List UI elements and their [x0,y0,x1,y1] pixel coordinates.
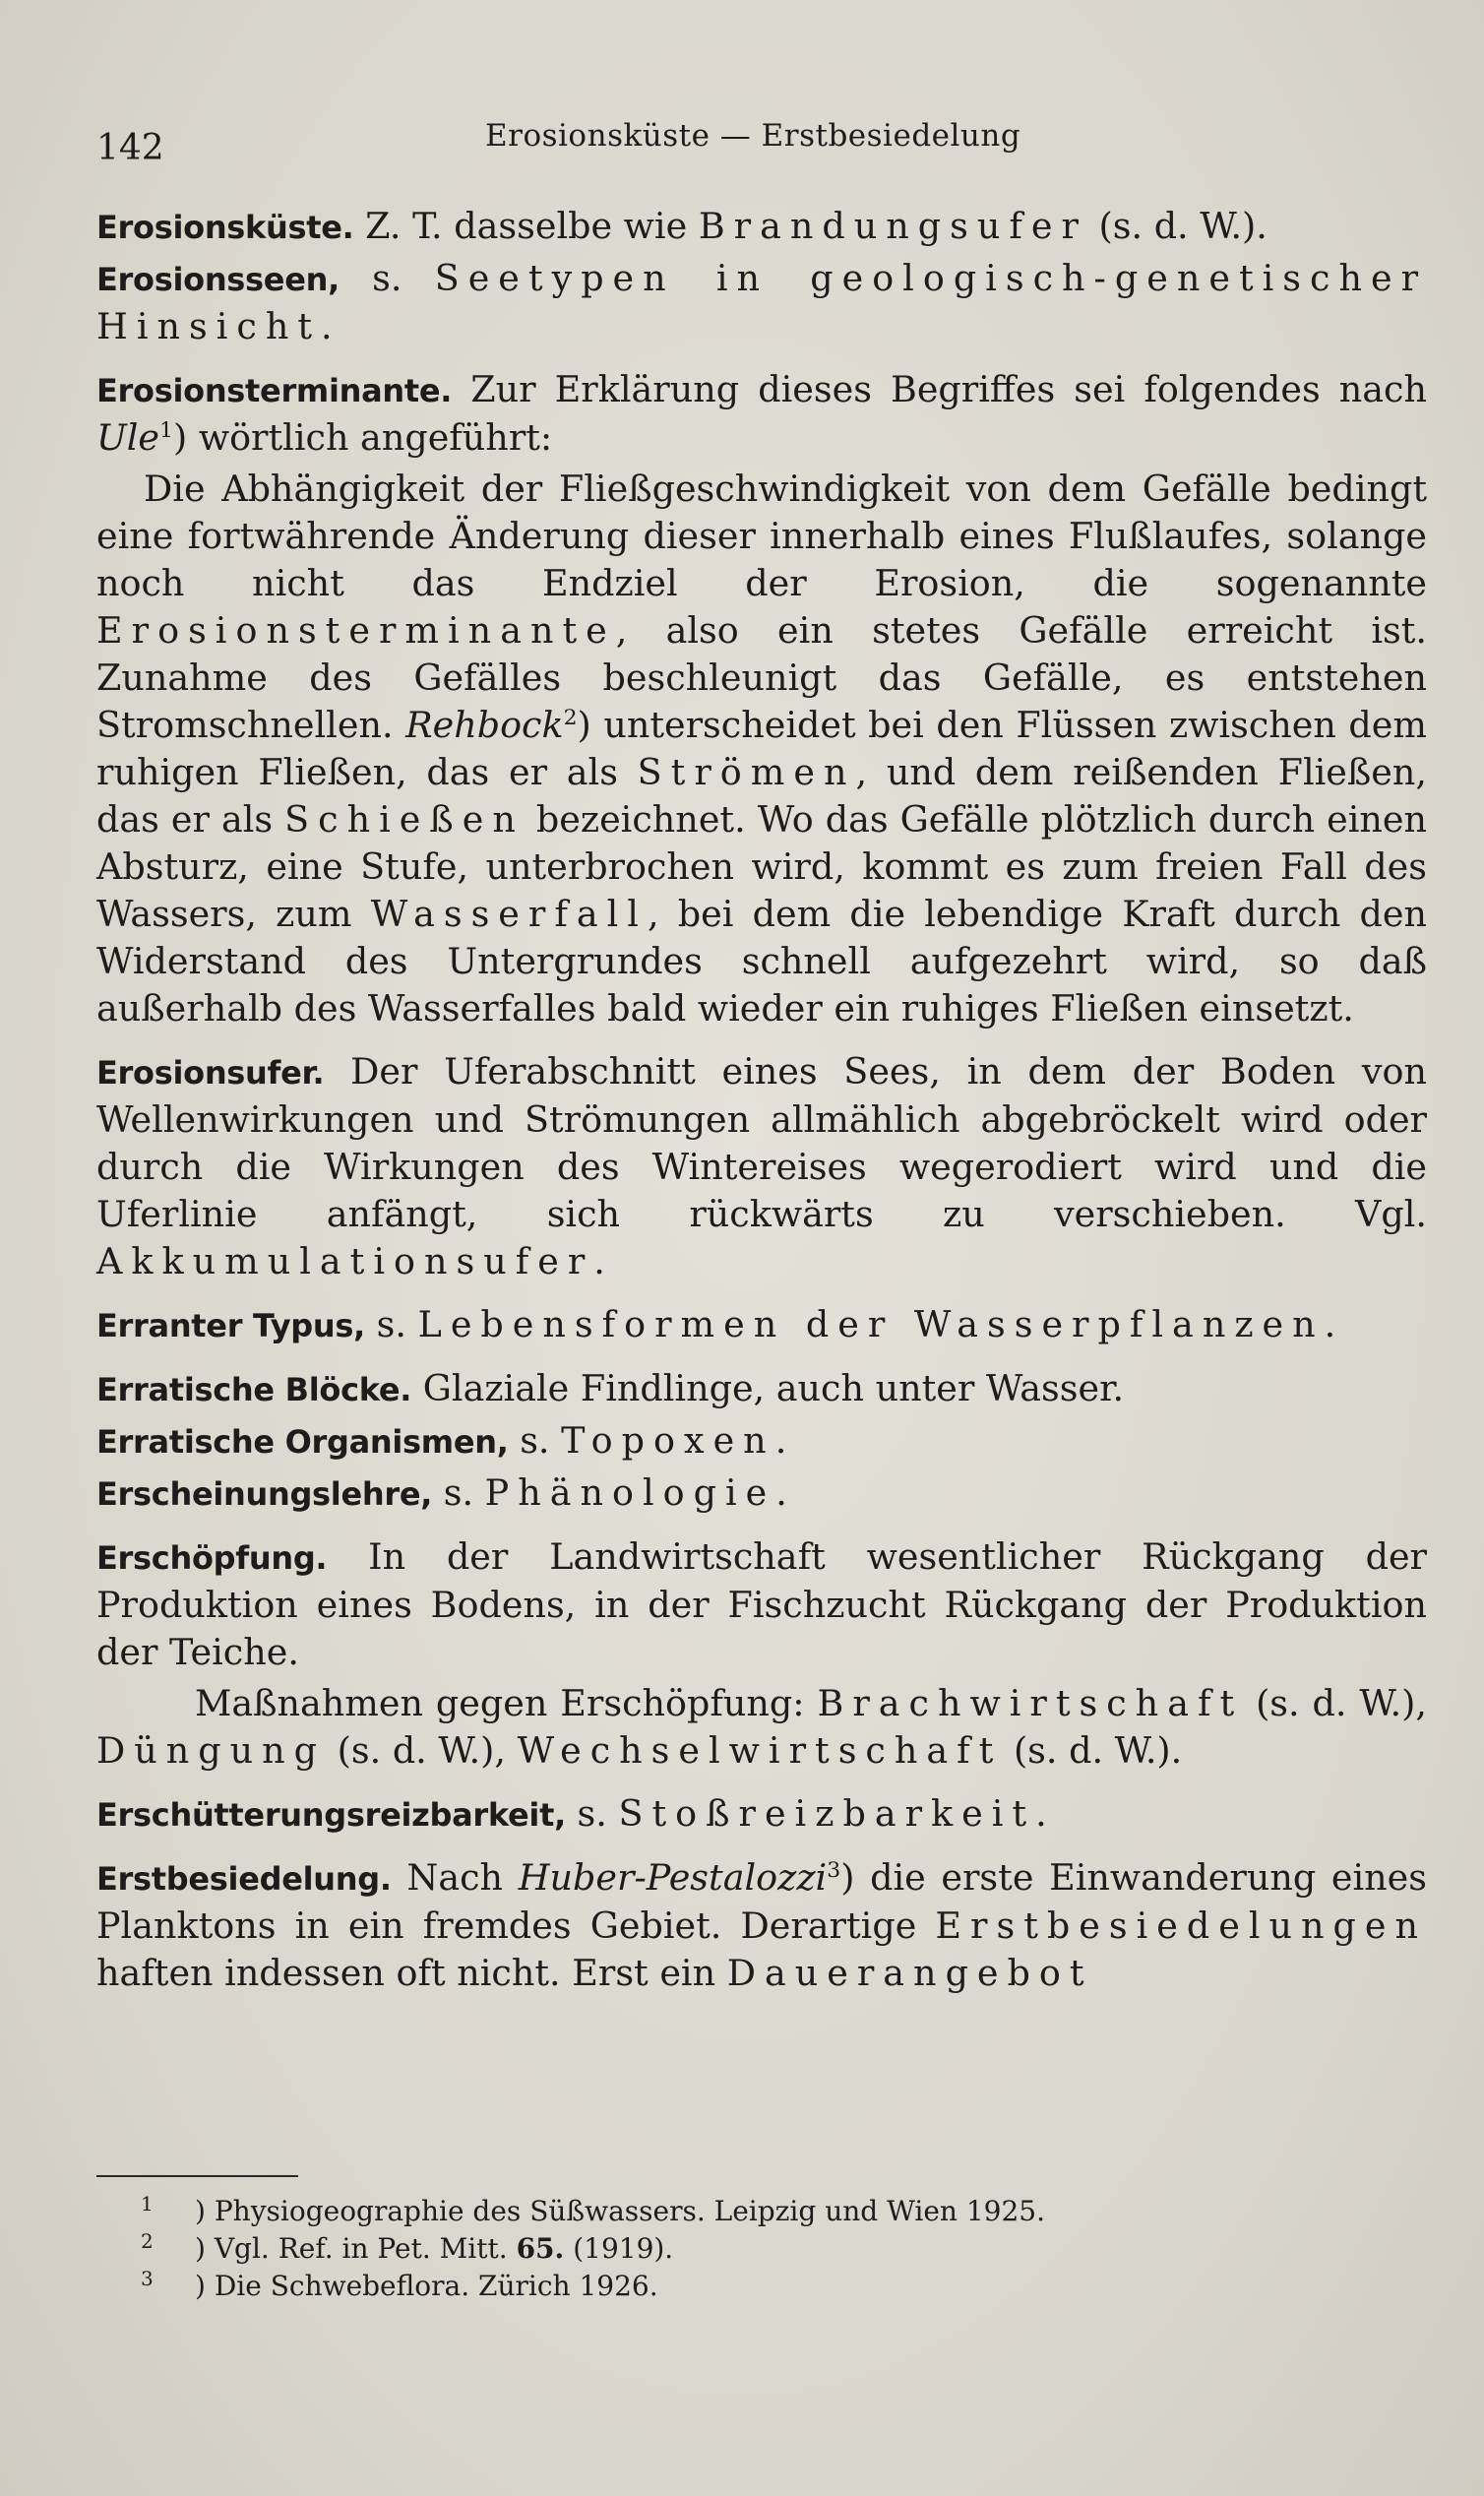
entry-text: Z. T. dasselbe wie [365,205,688,247]
footnote-text: (1919). [573,2232,674,2265]
headword: Erscheinungslehre, [96,1475,433,1513]
cross-reference: Stoßreizbarkeit [618,1792,1036,1835]
footnote-1 [141,2192,1376,2230]
entry-erosionsterminante [96,366,1427,462]
footnote-ref: 3 [827,1857,841,1883]
entry-text: . [774,1419,787,1462]
entry-erscheinungslehre [96,1469,1427,1518]
headword: Erschütterungsreizbarkeit, [96,1796,566,1834]
entry-text: s. [520,1419,550,1462]
spaced-term: Erosionsterminante [96,609,616,652]
entry-text: (s. d. W.). [1098,205,1268,247]
spaced-term: Strömen [637,751,856,793]
running-title: Erosionsküste — Erstbesiedelung [485,118,1021,154]
entry-text: Zur Erklärung dieses Begriffes sei folgendes nach [470,368,1427,410]
footnote-text: ) Vgl. Ref. in Pet. Mitt. [195,2232,508,2265]
headword: Erosionsseen, [96,261,340,298]
entry-text: s. [376,1303,406,1345]
quoted-paragraph [96,466,1427,1032]
entry-text: , und dem reißenden Fließen, das er als [96,751,1427,841]
entry-text: bezeichnet. Wo das Gefälle plötzlich durch einen Absturz, eine Stufe, unterbrochen wird, kommt es zum freien Fall des Wassers, zum [96,798,1428,935]
entry-text: In der Landwirtschaft wesentlicher Rückgang der Produktion eines Bodens, in der Fischzucht Rückgang der Produktion der Teiche. [96,1535,1428,1673]
entry-text: ) unterscheidet bei den Flüssen zwischen dem ruhigen Fließen, das er als [96,704,1428,793]
cross-reference: Wechselwirtschaft [517,1729,1003,1772]
footnote-ref: 2 [563,705,578,730]
footnote-divider [96,2175,298,2177]
entry-erosionsseen [96,255,1427,350]
cross-reference: Lebensformen der Wasserpflanzen [417,1303,1325,1345]
footnote-marker: 1 [141,2192,154,2215]
entry-erschuetterungsreizbarkeit [96,1790,1427,1839]
headword: Erosionsufer. [96,1054,325,1092]
entry-text: Maßnahmen gegen Erschöpfung: [195,1682,805,1724]
entry-erschoepfung [96,1533,1427,1676]
entry-text: ) die erste Einwanderung eines Planktons in ein fremdes Gebiet. Derartige [96,1856,1427,1947]
entry-text: . [593,1240,605,1282]
entry-erratische-bloecke [96,1365,1427,1413]
entry-text: s. [372,257,402,299]
volume-number: 65. [516,2232,565,2265]
footnotes [141,2192,1376,2305]
entry-text: Der Uferabschnitt eines Sees, in dem der Boden von Wellenwirkungen und Strömungen allmählich abgebröckelt wird oder durch die Wirkungen des Wintereises wegerodiert wird und die Uferlinie anfängt, sich rückwärts zu verschieben. Vgl. [96,1050,1427,1235]
spaced-term: Schießen [284,798,525,841]
entry-text: . [775,1471,787,1514]
cross-reference: Akkumulationsufer [96,1240,594,1282]
footnote-text: ) Die Schwebeflora. Zürich 1926. [195,2270,658,2302]
entry-erosionskueste [96,203,1427,251]
cross-reference: Seetypen in geologisch-genetischer Hinsicht [96,257,1428,347]
footnote-2 [141,2229,1376,2268]
entry-text: (s. d. W.), [1256,1682,1428,1724]
footnote-ref: 1 [159,417,173,443]
cross-reference: Phänologie [484,1471,776,1514]
cross-reference: Düngung [96,1729,327,1772]
entry-erstbesiedelung [96,1854,1427,1997]
headword: Erratische Blöcke. [96,1371,412,1408]
cross-reference: Brandungsufer [698,205,1087,247]
headword: Erratische Organismen, [96,1423,509,1461]
footnote-text: ) Physiogeographie des Süßwassers. Leipzig und Wien 1925. [195,2195,1046,2227]
entry-text: . [321,305,333,347]
author-name: Ule [96,416,160,459]
cross-reference: Topoxen [561,1419,775,1462]
entry-text: haften indessen oft nicht. Erst ein [96,1952,716,1994]
spaced-term: Erstbesiedelungen [935,1904,1427,1947]
headword: Erschöpfung. [96,1539,328,1577]
entry-text: (s. d. W.). [1013,1729,1183,1772]
entry-text: s. [577,1792,607,1835]
entry-text: Die Abhängigkeit der Fließgeschwindigkeit von dem Gefälle bedingt eine fortwährende Änderung dieser innerhalb eines Flußlaufes, solange noch nicht das Endziel der Erosion, die sogenannte [96,468,1427,604]
footnote-marker: 3 [141,2267,154,2290]
entry-text: (s. d. W.), [337,1729,506,1772]
entry-text: . [1035,1792,1047,1835]
spaced-term: Wasserfall [370,893,648,935]
entry-text: , bei dem die lebendige Kraft durch den Widerstand des Untergrundes schnell aufgezehrt wird, so daß außerhalb des Wasserfalles bald wieder ein ruhiges Fließen einsetzt. [96,893,1428,1030]
headword: Erstbesiedelung. [96,1860,392,1898]
entry-text: . [1324,1303,1336,1345]
page-number: 142 [96,128,164,168]
main-text [96,203,1427,2013]
entry-text: ) wörtlich angeführt: [172,416,553,459]
headword: Erranter Typus, [96,1307,366,1344]
entry-erranter-typus [96,1301,1427,1349]
entry-erosionsufer [96,1048,1427,1285]
entry-text: , also ein stetes Gefälle erreicht ist. Zunahme des Gefälles beschleunigt das Gefälle, es entstehen Stromschnellen. [96,609,1427,746]
headword: Erosionsterminante. [96,372,453,409]
entry-erschoepfung-measures [96,1680,1427,1775]
entry-text: s. [443,1471,474,1514]
entry-text: Nach [406,1856,504,1899]
entry-erratische-organismen [96,1417,1427,1466]
author-name: Huber-Pestalozzi [518,1856,828,1899]
author-name: Rehbock [405,704,564,746]
running-head [96,118,1425,177]
headword: Erosionsküste. [96,209,354,246]
spaced-term: Dauerangebot [726,1952,1093,1994]
cross-reference: Brachwirtschaft [817,1682,1244,1724]
footnote-marker: 2 [141,2229,154,2253]
footnote-3 [141,2267,1376,2305]
entry-text: Glaziale Findlinge, auch unter Wasser. [422,1367,1125,1409]
